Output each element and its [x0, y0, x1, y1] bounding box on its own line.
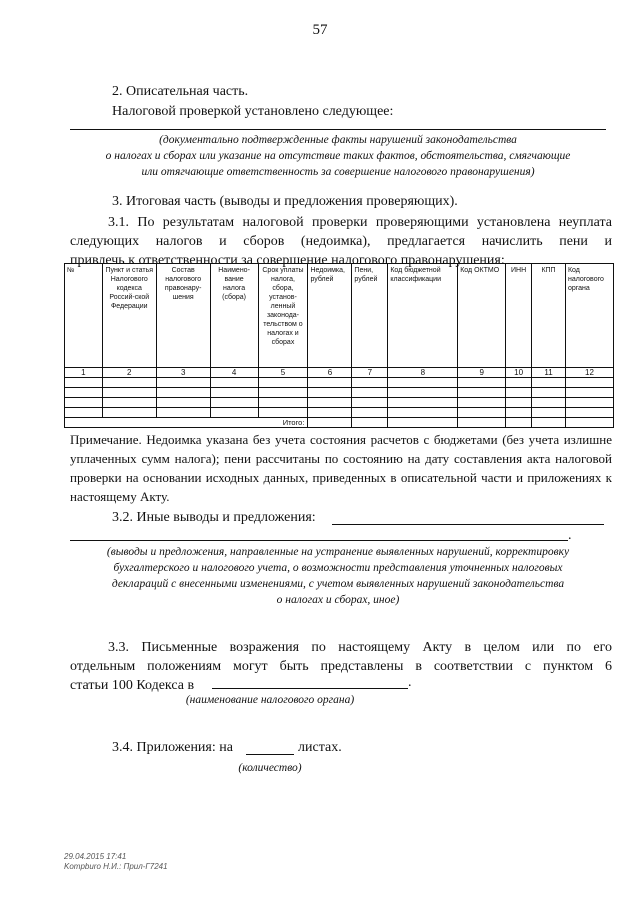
header-cell-tax-office-code: Код налогового органа — [565, 264, 613, 368]
header-cell-arrears: Недоимка, рублей — [308, 264, 352, 368]
header-cell-article: Пункт и статья Налогового кодекса Россий-ской Федерации — [102, 264, 156, 368]
column-number: 3 — [156, 368, 210, 378]
paragraph-3-2-fill-line-2 — [70, 540, 568, 541]
footer-stamp-date: 29.04.2015 17:41 — [64, 852, 127, 861]
paragraph-3-3-line: 3.3. Письменные возражения по настоящему Акту в целом или по его — [108, 640, 612, 655]
section2-heading: 2. Описательная часть. — [112, 84, 249, 99]
header-cell-offense: Состав налогового правонару-шения — [156, 264, 210, 368]
column-number: 2 — [102, 368, 156, 378]
paragraph-3-2-caption-line: деклараций с внесенными изменениями, с учетом выявленных нарушений законодательства — [111, 578, 565, 590]
table-column-number-row — [65, 368, 614, 378]
column-number: 12 — [565, 368, 613, 378]
section3-heading: 3. Итоговая часть (выводы и предложения проверяющих). — [112, 194, 458, 209]
paragraph-3-2-label: 3.2. Иные выводы и предложения: — [112, 510, 316, 525]
paragraph-3-2-caption-line: о налогах и сборах, иное) — [276, 594, 400, 606]
note-line: уплаченных сумм налога); пени рассчитаны по состоянию на дату составления акта налоговой — [70, 451, 612, 466]
note-line: проверки на основании исходных данных, приведенных в описательной части и приложениях к — [70, 470, 612, 485]
column-number: 1 — [65, 368, 103, 378]
header-cell-inn: ИНН — [506, 264, 532, 368]
header-cell-number: № — [65, 264, 103, 368]
paragraph-3-3-line: статьи 100 Кодекса в — [70, 678, 195, 693]
column-number: 9 — [458, 368, 506, 378]
paragraph-3-1-line: 3.1. По результатам налоговой проверки проверяющими установлена неуплата — [108, 215, 612, 230]
paragraph-3-2-period: . — [568, 528, 572, 543]
paragraph-3-3-caption: (наименование налогового органа) — [185, 694, 355, 706]
header-cell-tax-name: Наимено-вание налога (сбора) — [210, 264, 258, 368]
column-number: 5 — [258, 368, 308, 378]
table-row — [65, 398, 614, 408]
section2-fill-line — [70, 129, 606, 130]
paragraph-3-1-line: привлечь к ответственности за совершение налогового правонарушения: — [70, 253, 505, 268]
column-number: 8 — [388, 368, 458, 378]
section2-caption-line: или отягчающие ответственность за совершение налогового правонарушения) — [141, 166, 535, 178]
section2-caption-line: (документально подтвержденные факты нарушений законодательства — [159, 134, 517, 146]
footer-stamp — [64, 852, 168, 872]
header-cell-penalty: Пени, рублей — [352, 264, 388, 368]
paragraph-3-2-fill-line — [332, 524, 604, 525]
paragraph-3-3 — [70, 638, 612, 695]
paragraph-3-2-caption-line: бухгалтерского и налогового учета, о возможности представления уточненных налоговых — [113, 562, 563, 574]
column-number: 6 — [308, 368, 352, 378]
section2-caption-line: о налогах и сборах или указание на отсутствие таких фактов, обстоятельства, смягчающие — [105, 150, 571, 162]
column-number: 7 — [352, 368, 388, 378]
table-total-row — [65, 418, 614, 428]
paragraph-3-4-caption: (количество) — [238, 762, 302, 774]
paragraph-3-3-period: . — [408, 675, 412, 690]
table-row — [65, 388, 614, 398]
header-cell-oktmo: Код ОКТМО — [458, 264, 506, 368]
section2-caption — [60, 132, 616, 180]
paragraph-3-2-caption — [60, 544, 616, 608]
page-number: 57 — [312, 22, 328, 38]
footer-stamp-source: Kompburo Н.И.: Прил-Г7241 — [64, 862, 168, 871]
paragraph-3-2-caption-line: (выводы и предложения, направленные на устранение выявленных нарушений, корректировку — [106, 546, 570, 558]
tax-violations-table — [64, 263, 614, 428]
column-number: 4 — [210, 368, 258, 378]
paragraph-3-3-line: отдельным положениям могут быть представлены в соответствии с пунктом 6 — [70, 659, 612, 674]
header-cell-kpp: КПП — [532, 264, 566, 368]
table-note — [70, 430, 612, 506]
note-line: Примечание. Недоимка указана без учета состояния расчетов с бюджетами (без учета излишне — [70, 432, 612, 447]
paragraph-3-4-fill-line — [246, 754, 294, 755]
section2-intro: Налоговой проверкой установлено следующее: — [112, 104, 394, 119]
paragraph-3-4-suffix: листах. — [298, 740, 342, 755]
paragraph-3-1-line: следующих налогов и сборов (недоимка), предлагается начислить пени и — [70, 234, 612, 249]
paragraph-3-1 — [70, 213, 612, 270]
paragraph-3-4-label: 3.4. Приложения: на — [112, 740, 233, 755]
table-row — [65, 408, 614, 418]
table-header-row — [65, 264, 614, 368]
column-number: 10 — [506, 368, 532, 378]
note-line: настоящему Акту. — [70, 489, 170, 504]
header-cell-kbk: Код бюджетной классификации — [388, 264, 458, 368]
header-cell-deadline: Срок уплаты налога, сбора, установ-ленный законода-тельством о налогах и сборах — [258, 264, 308, 368]
table-row — [65, 378, 614, 388]
paragraph-3-3-fill-line — [212, 688, 408, 689]
column-number: 11 — [532, 368, 566, 378]
total-label: Итого: — [65, 418, 308, 428]
